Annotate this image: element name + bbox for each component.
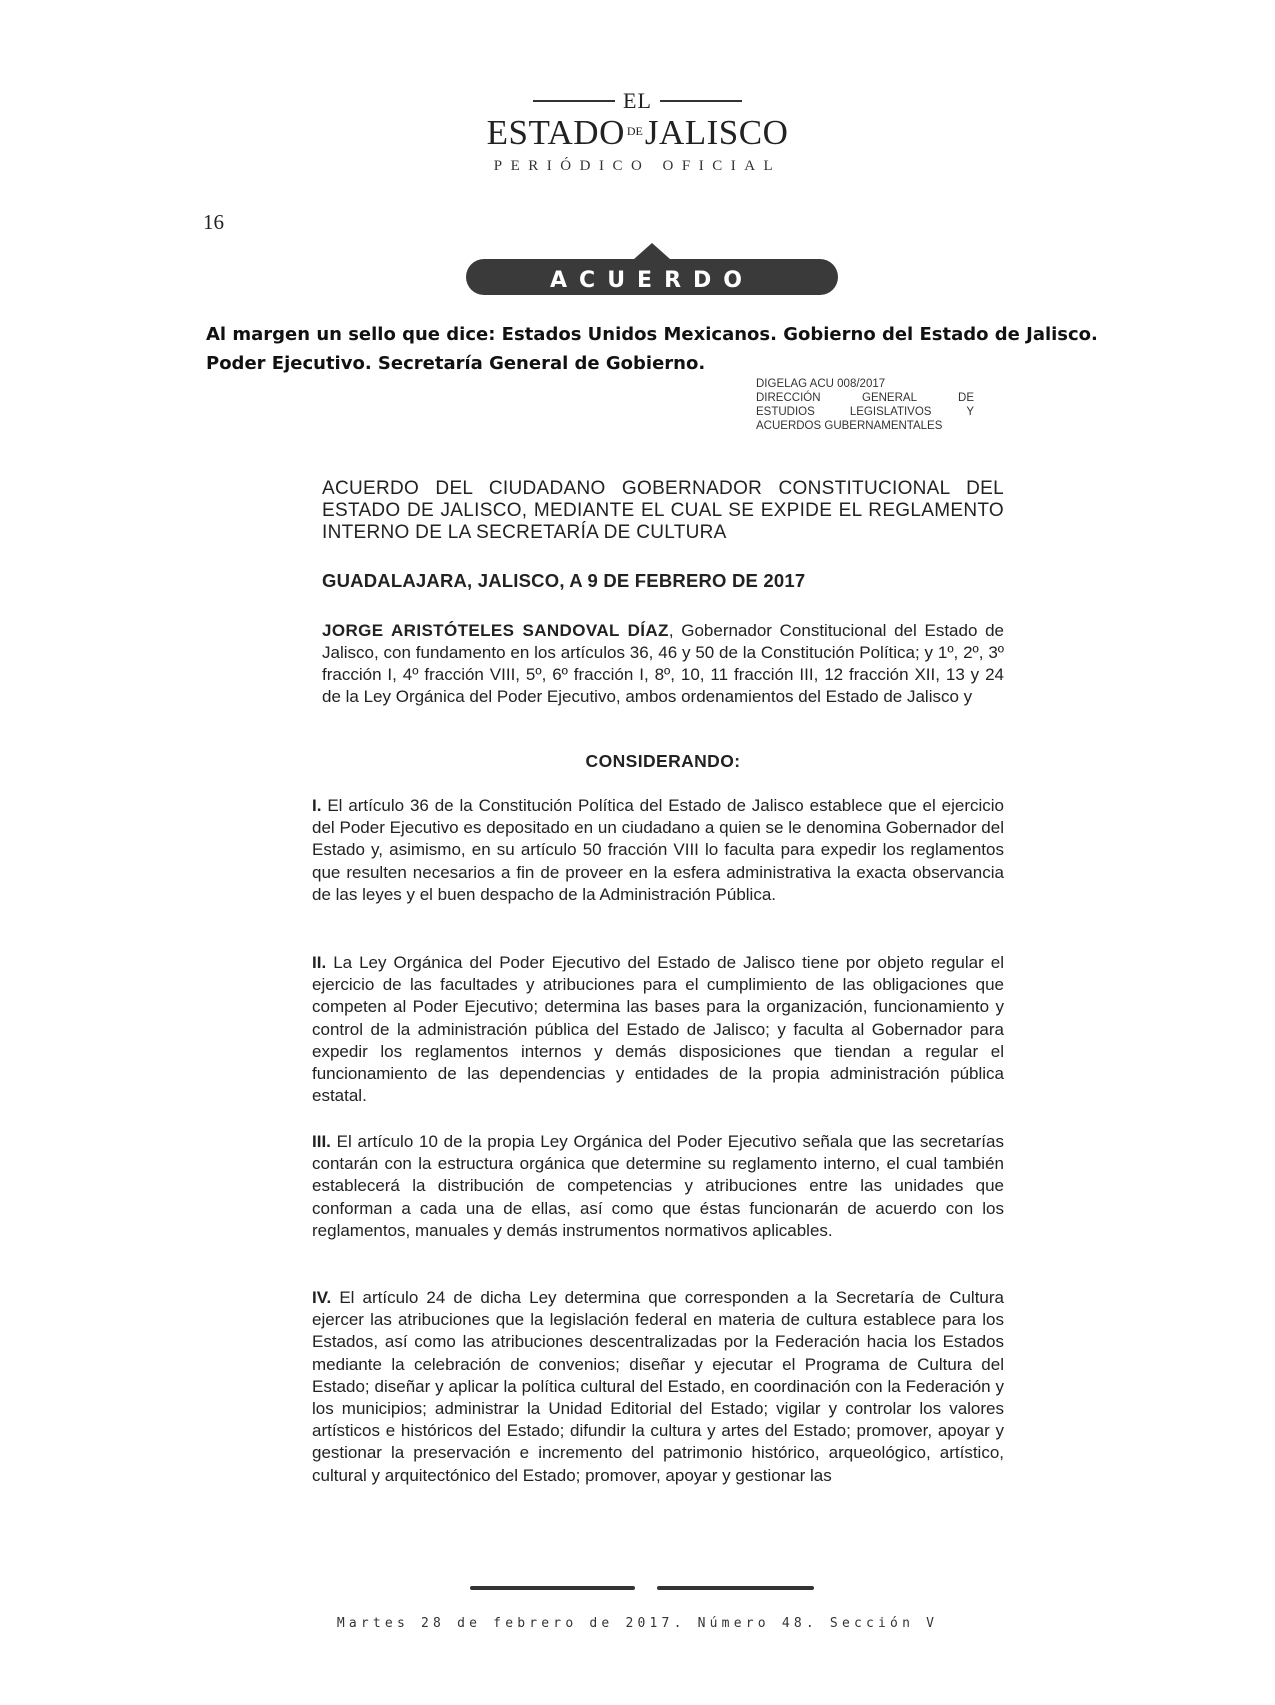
footer-rule-left <box>470 1586 635 1590</box>
banner-label: ACUERDO <box>550 268 754 293</box>
masthead-title <box>0 112 1275 152</box>
paragraph-number: IV. <box>312 1288 332 1307</box>
considerando-heading: CONSIDERANDO: <box>585 751 741 771</box>
reference-line-2: DIRECCIÓN GENERAL DE <box>756 392 974 404</box>
reference-code: DIGELAG ACU 008/2017 <box>756 378 886 390</box>
footer-issue-line: Martes 28 de febrero de 2017. Número 48. Sección V <box>336 1616 939 1631</box>
considerando-paragraph <box>312 952 1004 1107</box>
reference-line-4: ACUERDOS GUBERNAMENTALES <box>756 420 943 432</box>
masthead <box>0 88 1275 175</box>
governor-name: JORGE ARISTÓTELES SANDOVAL DÍAZ <box>322 621 669 640</box>
page-number: 16 <box>203 210 224 234</box>
intro-text: , Gobernador Constitucional del Estado de Jalisco, con fundamento en los artículos 36, 46 y 50 de la Constitución Política; y 1º, 2º, 3º fracción I, 4º fracción VIII, 5º, 6º fracción I, 8º, 10, 11 fracción III, 12 fracción XII, 13 y 24 de la Ley Orgánica del Poder Ejecutivo, ambos ordenamientos del Estado de Jalisco y <box>322 621 1004 706</box>
masthead-subtitle: PERIÓDICO OFICIAL <box>493 158 782 174</box>
margin-note: Al margen un sello que dice: Estados Unidos Mexicanos. Gobierno del Estado de Jalisco. Poder Ejecutivo. Secretaría General de Gobierno. <box>206 324 1098 374</box>
masthead-de: DE <box>626 124 643 138</box>
paragraph-text: El artículo 36 de la Constitución Política del Estado de Jalisco establece que el ejercicio del Poder Ejecutivo es depositado en un ciudadano a quien se le denomina Gobernador del Estado y, asimismo, en su artículo 50 fracción VIII lo faculta para expedir los reglamentos que resulten necesarios a fin de proveer en la esfera administrativa la exacta observancia de las leyes y el buen despacho de la Administración Pública. <box>312 796 1004 904</box>
paragraph-number: I. <box>312 796 322 815</box>
paragraph-number: II. <box>312 953 327 972</box>
masthead-el: EL <box>623 88 652 113</box>
masthead-jalisco: JALISCO <box>644 113 789 152</box>
intro-paragraph <box>322 620 1004 708</box>
masthead-rule-right <box>660 100 742 102</box>
document-date: GUADALAJARA, JALISCO, A 9 DE FEBRERO DE 2017 <box>322 570 806 591</box>
considerando-paragraph <box>312 1131 1004 1242</box>
document-title <box>322 478 1004 544</box>
acuerdo-banner <box>466 243 838 299</box>
considerando-paragraph <box>312 795 1004 906</box>
title-line-3: INTERNO DE LA SECRETARÍA DE CULTURA <box>322 522 727 543</box>
paragraph-number: III. <box>312 1132 331 1151</box>
paragraph-text: El artículo 24 de dicha Ley determina que corresponden a la Secretaría de Cultura ejercer las atribuciones que la legislación federal en materia de cultura establece para los Estados, así como las atribuciones descentralizadas por la Federación hacia los Estados mediante la celebración de convenios; diseñar y ejecutar el Programa de Cultura del Estado; diseñar y aplicar la política cultural del Estado, en coordinación con la Federación y los municipios; administrar la Unidad Editorial del Estado; vigilar y controlar los valores artísticos e históricos del Estado; difundir la cultura y artes del Estado; promover, apoyar y gestionar la preservación e incremento del patrimonio histórico, arqueológico, artístico, cultural y arquitectónico del Estado; promover, apoyar y gestionar las <box>312 1288 1004 1485</box>
reference-line-3: ESTUDIOS LEGISLATIVOS Y <box>756 406 974 418</box>
reference-block <box>756 377 974 433</box>
masthead-rule-left <box>533 100 615 102</box>
footer-rule-right <box>657 1586 814 1590</box>
paragraph-text: El artículo 10 de la propia Ley Orgánica del Poder Ejecutivo señala que las secretarías contarán con la estructura orgánica que determine su reglamento interno, el cual también establecerá la distribución de competencias y atribuciones entre las unidades que conforman a cada una de ellas, así como que éstas funcionarán de acuerdo con los reglamentos, manuales y demás instrumentos normativos aplicables. <box>312 1132 1004 1240</box>
paragraph-text: La Ley Orgánica del Poder Ejecutivo del Estado de Jalisco tiene por objeto regular el ejercicio de las facultades y atribuciones para el cumplimiento de las obligaciones que competen al Poder Ejecutivo; determina las bases para la organización, funcionamiento y control de la administración pública del Estado de Jalisco; y faculta al Gobernador para expedir los reglamentos internos y demás disposiciones que tiendan a regular el funcionamiento de las dependencias y entidades de la propia administración pública estatal. <box>312 953 1004 1106</box>
considerando-paragraph <box>312 1287 1004 1487</box>
masthead-estado: ESTADO <box>486 113 625 152</box>
title-line-2: ESTADO DE JALISCO, MEDIANTE EL CUAL SE EXPIDE EL REGLAMENTO <box>322 500 1004 521</box>
title-line-1: ACUERDO DEL CIUDADANO GOBERNADOR CONSTITUCIONAL DEL <box>322 478 1004 499</box>
